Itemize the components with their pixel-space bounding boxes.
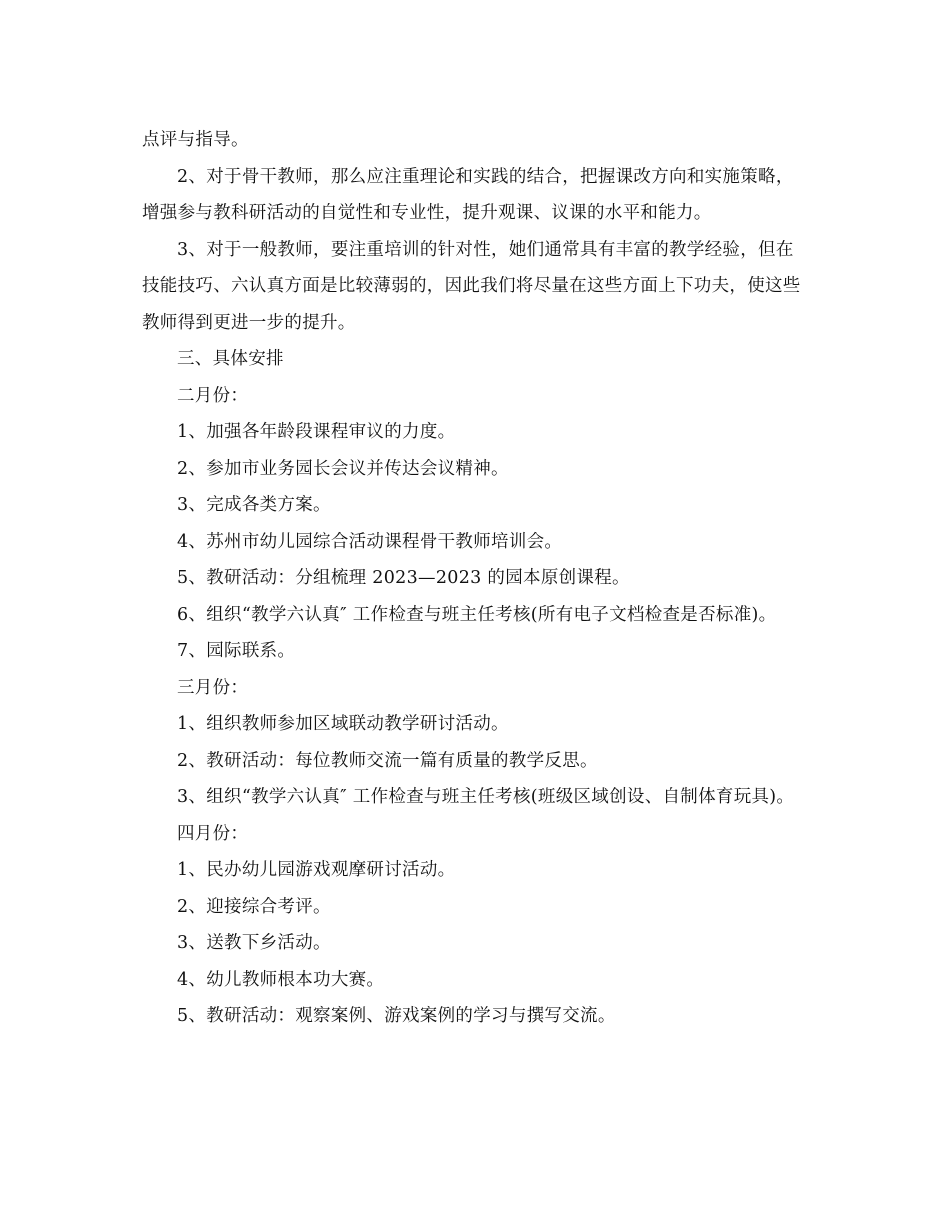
paragraph-backbone-teachers: 2、对于骨干教师，那么应注重理论和实践的结合，把握课改方向和实施策略，增强参与教科研活动的自觉性和专业性，提升观课、议课的水平和能力。 (142, 166, 794, 223)
paragraph-continuation: 点评与指导。 (142, 130, 249, 150)
paragraph-general-teachers: 3、对于一般教师，要注重培训的针对性，她们通常具有丰富的教学经验，但在技能技巧、六认真方面是比较薄弱的，因此我们将尽量在这些方面上下功夫，使这些教师得到更进一步的提升。 (142, 239, 801, 333)
list-item: 2、教研活动：每位教师交流一篇有质量的教学反思。 (177, 750, 598, 771)
list-item: 2、参加市业务园长会议并传达会议精神。 (177, 458, 509, 479)
list-item: 5、教研活动：观察案例、游戏案例的学习与撰写交流。 (177, 1006, 616, 1026)
list-item: 3、组织“教学六认真″ 工作检查与班主任考核(班级区域创设、自制体育玩具)。 (177, 787, 795, 807)
list-item: 3、完成各类方案。 (177, 495, 331, 515)
list-item: 1、加强各年龄段课程审议的力度。 (177, 422, 456, 442)
list-item: 5、教研活动：分组梳理 2023—2023 的园本原创课程。 (177, 568, 630, 588)
month-heading-march: 三月份： (177, 677, 249, 698)
list-item: 1、组织教师参加区域联动教学研讨活动。 (177, 714, 509, 734)
list-item: 1、民办幼儿园游戏观摩研讨活动。 (177, 860, 456, 880)
month-heading-february: 二月份： (177, 385, 249, 406)
list-item: 4、幼儿教师根本功大赛。 (177, 969, 385, 990)
month-heading-april: 四月份： (177, 823, 249, 844)
list-item: 3、送教下乡活动。 (177, 933, 331, 953)
list-item: 6、组织“教学六认真″ 工作检查与班主任考核(所有电子文档检查是否标准)。 (177, 604, 777, 625)
list-item: 7、园际联系。 (177, 641, 296, 661)
list-item: 2、迎接综合考评。 (177, 896, 331, 917)
section-heading-arrangement: 三、具体安排 (177, 349, 284, 369)
list-item: 4、苏州市幼儿园综合活动课程骨干教师培训会。 (177, 531, 563, 552)
document-page (142, 122, 810, 1035)
